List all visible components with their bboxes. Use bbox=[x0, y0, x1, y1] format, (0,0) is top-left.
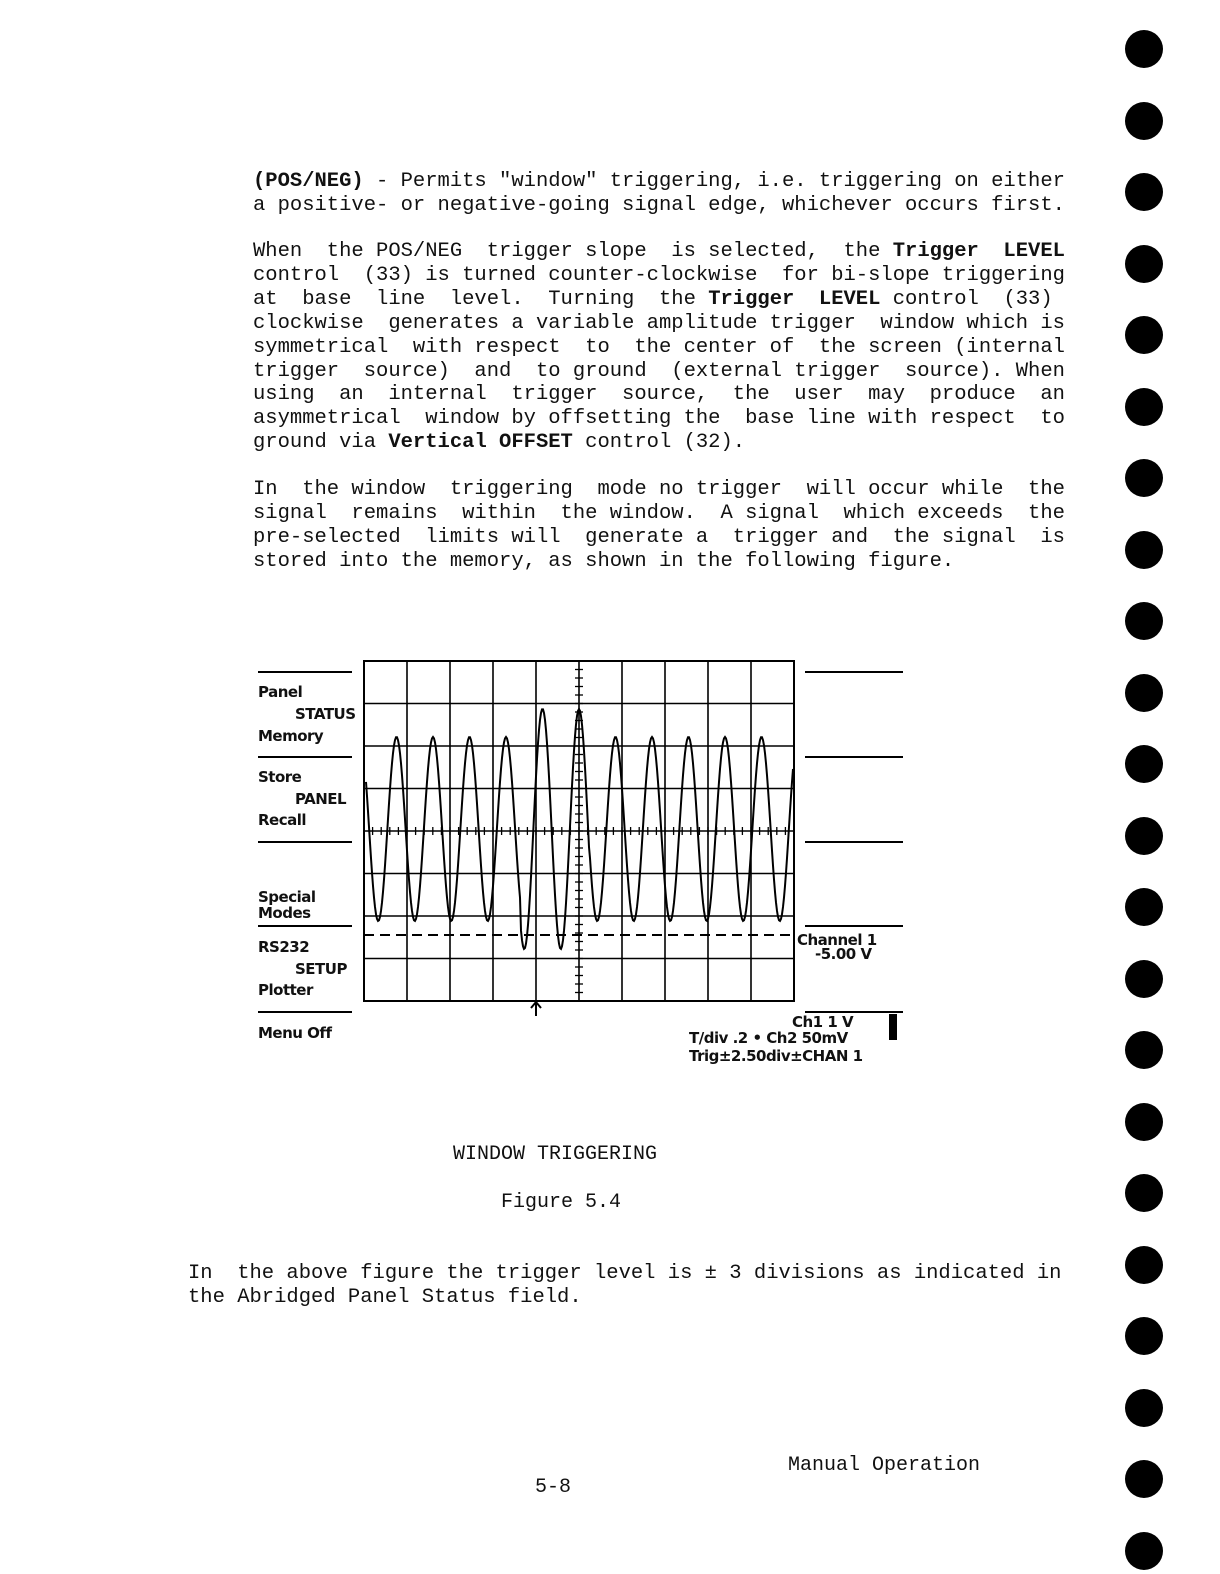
status-tdiv: T/div .2 • Ch2 50mV bbox=[689, 1029, 848, 1047]
menu-setup: SETUP bbox=[295, 960, 347, 978]
menu-special: Special bbox=[258, 888, 316, 906]
menu-rs232: RS232 bbox=[258, 938, 310, 956]
menu-memory: Memory bbox=[258, 727, 324, 745]
status-trig: Trig±2.50div±CHAN 1 bbox=[689, 1047, 863, 1065]
paragraph-window-mode: In the window triggering mode no trigger will occur while the signal remains within the window. A signal which exceeds the pre-selected limits will generate a trigger and the signal is stored into the memory, as shown in the following figure. bbox=[253, 478, 1065, 573]
figure-title: WINDOW TRIGGERING bbox=[453, 1143, 658, 1166]
trigger-arrow bbox=[531, 1002, 541, 1016]
channel-value: -5.00 V bbox=[815, 945, 872, 963]
figure-number: Figure 5.4 bbox=[501, 1191, 622, 1214]
menu-recall: Recall bbox=[258, 811, 307, 829]
menu-panel2: PANEL bbox=[295, 790, 347, 808]
menu-off: Menu Off bbox=[258, 1024, 332, 1042]
status-ch1: Ch1 1 V bbox=[792, 1013, 854, 1031]
menu-modes: Modes bbox=[258, 904, 311, 922]
footer-section-title: Manual Operation bbox=[788, 1454, 981, 1477]
menu-plotter: Plotter bbox=[258, 981, 313, 999]
paragraph-trigger-divisions: In the above figure the trigger level is ± 3 divisions as indicated in the Abridged Panel Status field. bbox=[188, 1262, 1062, 1309]
status-marker bbox=[889, 1014, 897, 1040]
paragraph-pos-neg: (POS/NEG) - Permits "window" triggering, i.e. triggering on either a positive- or negative-going signal edge, whichever occurs first. bbox=[253, 170, 1065, 217]
page-number: 5-8 bbox=[535, 1476, 572, 1499]
paragraph-trigger-level: When the POS/NEG trigger slope is selected, the Trigger LEVEL control (33) is turned counter-clockwise for bi-slope triggering at base line level. Turning the Trigger LEVEL control (33) clockwise generates a variable amplitude trigger window which is symmetrical with respect to the center of the screen (internal trigger source) and to ground (external trigger source). When using an internal trigger source, the user may produce an asymmetrical window by offsetting the base line with respect to ground via Vertical OFFSET control (32). bbox=[253, 240, 1065, 455]
menu-panel: Panel bbox=[258, 683, 303, 701]
channel-label: Channel 1 bbox=[797, 931, 877, 949]
menu-status: STATUS bbox=[295, 705, 356, 723]
menu-store: Store bbox=[258, 768, 302, 786]
